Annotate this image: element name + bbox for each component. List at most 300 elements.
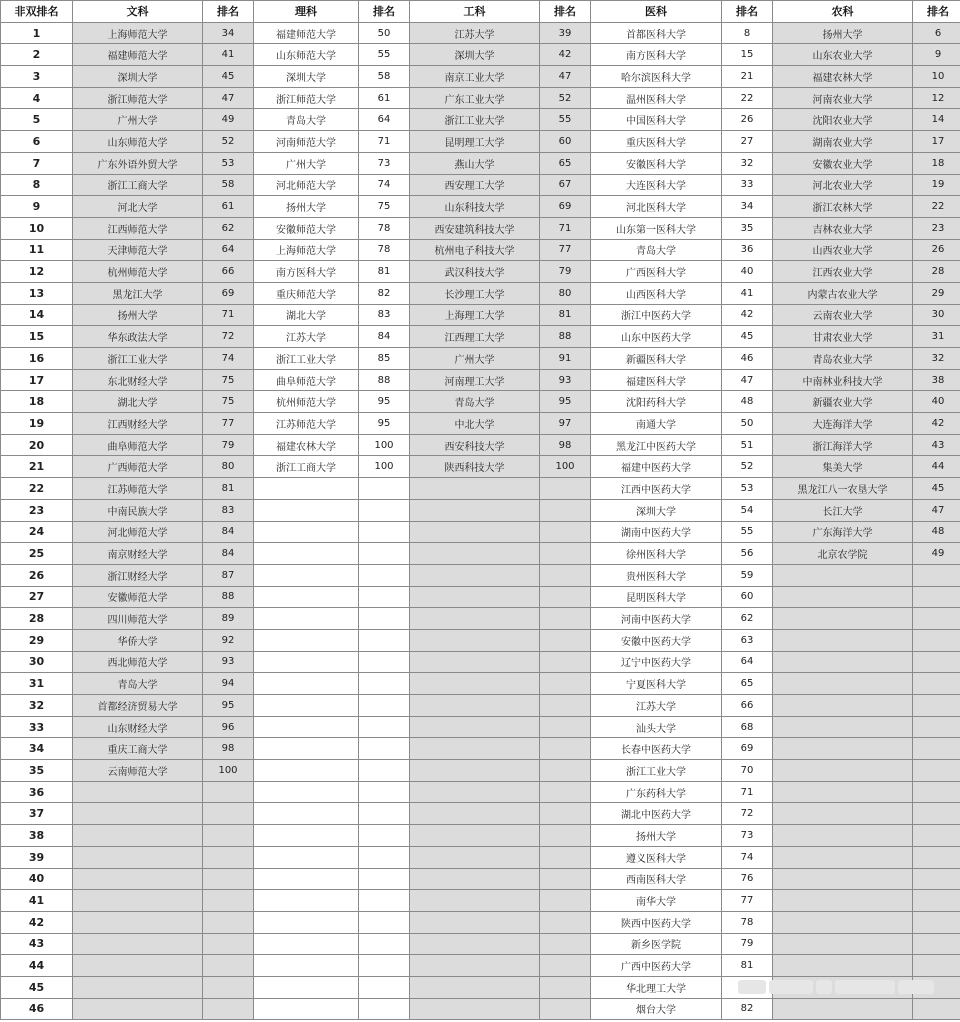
science-school: 广州大学 — [254, 152, 359, 174]
medicine-school: 南华大学 — [591, 890, 722, 912]
engineering-school — [410, 868, 540, 890]
medicine-school: 宁夏医科大学 — [591, 673, 722, 695]
agriculture-rank — [913, 673, 960, 695]
table-row — [1, 109, 960, 131]
agriculture-school: 沈阳农业大学 — [773, 109, 913, 131]
row-rank: 10 — [1, 217, 73, 239]
science-rank: 88 — [359, 369, 410, 391]
agriculture-rank: 28 — [913, 261, 960, 283]
row-rank: 28 — [1, 608, 73, 630]
medicine-rank: 79 — [722, 933, 773, 955]
science-school — [254, 716, 359, 738]
medicine-rank: 59 — [722, 564, 773, 586]
agriculture-rank — [913, 695, 960, 717]
liberal-arts-rank: 96 — [203, 716, 254, 738]
row-rank: 32 — [1, 695, 73, 717]
science-rank — [359, 695, 410, 717]
agriculture-school — [773, 673, 913, 695]
science-rank — [359, 629, 410, 651]
science-rank: 85 — [359, 348, 410, 370]
science-school: 深圳大学 — [254, 66, 359, 88]
agriculture-school — [773, 933, 913, 955]
engineering-school — [410, 586, 540, 608]
medicine-rank: 69 — [722, 738, 773, 760]
header-liberal-arts-rank: 排名 — [203, 1, 254, 23]
liberal-arts-rank: 74 — [203, 348, 254, 370]
engineering-rank: 98 — [540, 434, 591, 456]
row-rank: 7 — [1, 152, 73, 174]
engineering-rank: 81 — [540, 304, 591, 326]
row-rank: 37 — [1, 803, 73, 825]
engineering-school: 中北大学 — [410, 413, 540, 435]
agriculture-rank — [913, 803, 960, 825]
liberal-arts-school — [73, 781, 203, 803]
engineering-school — [410, 781, 540, 803]
agriculture-school: 黑龙江八一农垦大学 — [773, 478, 913, 500]
medicine-school: 重庆医科大学 — [591, 131, 722, 153]
engineering-school: 长沙理工大学 — [410, 282, 540, 304]
engineering-school — [410, 933, 540, 955]
medicine-rank: 27 — [722, 131, 773, 153]
engineering-rank — [540, 499, 591, 521]
row-rank: 4 — [1, 87, 73, 109]
medicine-school: 南通大学 — [591, 413, 722, 435]
medicine-school: 首都医科大学 — [591, 22, 722, 44]
engineering-rank — [540, 803, 591, 825]
medicine-school: 烟台大学 — [591, 998, 722, 1020]
science-rank: 78 — [359, 217, 410, 239]
engineering-school — [410, 998, 540, 1020]
engineering-rank: 67 — [540, 174, 591, 196]
engineering-school: 广东工业大学 — [410, 87, 540, 109]
liberal-arts-school — [73, 868, 203, 890]
agriculture-rank: 32 — [913, 348, 960, 370]
liberal-arts-school: 浙江工业大学 — [73, 348, 203, 370]
science-school: 南方医科大学 — [254, 261, 359, 283]
liberal-arts-rank — [203, 998, 254, 1020]
medicine-school: 河北医科大学 — [591, 196, 722, 218]
liberal-arts-rank — [203, 846, 254, 868]
engineering-school: 燕山大学 — [410, 152, 540, 174]
liberal-arts-rank: 87 — [203, 564, 254, 586]
agriculture-rank — [913, 781, 960, 803]
row-rank: 19 — [1, 413, 73, 435]
table-row — [1, 499, 960, 521]
agriculture-rank: 12 — [913, 87, 960, 109]
liberal-arts-school: 广东外语外贸大学 — [73, 152, 203, 174]
row-rank: 38 — [1, 825, 73, 847]
row-rank: 17 — [1, 369, 73, 391]
engineering-rank — [540, 716, 591, 738]
medicine-rank: 55 — [722, 521, 773, 543]
science-rank — [359, 955, 410, 977]
science-rank: 50 — [359, 22, 410, 44]
row-rank: 36 — [1, 781, 73, 803]
science-school — [254, 976, 359, 998]
liberal-arts-rank: 84 — [203, 543, 254, 565]
medicine-school: 黑龙江中医药大学 — [591, 434, 722, 456]
row-rank: 39 — [1, 846, 73, 868]
science-rank — [359, 760, 410, 782]
agriculture-school: 云南农业大学 — [773, 304, 913, 326]
agriculture-rank — [913, 716, 960, 738]
table-row — [1, 695, 960, 717]
science-rank — [359, 738, 410, 760]
table-row — [1, 846, 960, 868]
liberal-arts-school — [73, 976, 203, 998]
agriculture-school: 湖南农业大学 — [773, 131, 913, 153]
agriculture-school: 安徽农业大学 — [773, 152, 913, 174]
row-rank: 9 — [1, 196, 73, 218]
medicine-rank: 50 — [722, 413, 773, 435]
liberal-arts-school: 浙江工商大学 — [73, 174, 203, 196]
medicine-rank: 52 — [722, 456, 773, 478]
medicine-school: 江西中医药大学 — [591, 478, 722, 500]
liberal-arts-school: 云南师范大学 — [73, 760, 203, 782]
engineering-rank — [540, 695, 591, 717]
table-row — [1, 825, 960, 847]
medicine-school: 浙江中医药大学 — [591, 304, 722, 326]
engineering-rank — [540, 629, 591, 651]
engineering-rank: 42 — [540, 44, 591, 66]
science-school — [254, 890, 359, 912]
liberal-arts-rank: 69 — [203, 282, 254, 304]
engineering-rank: 47 — [540, 66, 591, 88]
liberal-arts-school: 广西师范大学 — [73, 456, 203, 478]
medicine-school: 安徽医科大学 — [591, 152, 722, 174]
medicine-rank: 46 — [722, 348, 773, 370]
liberal-arts-rank — [203, 890, 254, 912]
agriculture-school: 集美大学 — [773, 456, 913, 478]
agriculture-school — [773, 629, 913, 651]
agriculture-rank: 17 — [913, 131, 960, 153]
row-rank: 34 — [1, 738, 73, 760]
agriculture-school: 扬州大学 — [773, 22, 913, 44]
engineering-school — [410, 760, 540, 782]
engineering-school — [410, 803, 540, 825]
medicine-school: 大连医科大学 — [591, 174, 722, 196]
medicine-rank: 66 — [722, 695, 773, 717]
agriculture-school — [773, 911, 913, 933]
agriculture-school: 甘肃农业大学 — [773, 326, 913, 348]
table-row — [1, 196, 960, 218]
engineering-school — [410, 825, 540, 847]
engineering-rank: 77 — [540, 239, 591, 261]
medicine-rank: 51 — [722, 434, 773, 456]
liberal-arts-school — [73, 803, 203, 825]
agriculture-school: 浙江农林大学 — [773, 196, 913, 218]
row-rank: 42 — [1, 911, 73, 933]
table-row — [1, 629, 960, 651]
engineering-school — [410, 521, 540, 543]
table-row — [1, 174, 960, 196]
liberal-arts-school: 中南民族大学 — [73, 499, 203, 521]
row-rank: 15 — [1, 326, 73, 348]
header-medicine: 医科 — [591, 1, 722, 23]
medicine-rank: 73 — [722, 825, 773, 847]
science-school — [254, 586, 359, 608]
liberal-arts-rank: 92 — [203, 629, 254, 651]
science-school — [254, 521, 359, 543]
header-science: 理科 — [254, 1, 359, 23]
row-rank: 1 — [1, 22, 73, 44]
row-rank: 43 — [1, 933, 73, 955]
medicine-rank: 48 — [722, 391, 773, 413]
science-school: 河南师范大学 — [254, 131, 359, 153]
medicine-rank: 41 — [722, 282, 773, 304]
liberal-arts-rank — [203, 911, 254, 933]
science-school: 曲阜师范大学 — [254, 369, 359, 391]
agriculture-rank: 14 — [913, 109, 960, 131]
liberal-arts-school: 山东财经大学 — [73, 716, 203, 738]
engineering-rank — [540, 976, 591, 998]
liberal-arts-rank — [203, 868, 254, 890]
engineering-rank: 93 — [540, 369, 591, 391]
agriculture-rank — [913, 760, 960, 782]
engineering-school: 江苏大学 — [410, 22, 540, 44]
medicine-school: 新疆医科大学 — [591, 348, 722, 370]
engineering-rank — [540, 651, 591, 673]
engineering-school — [410, 673, 540, 695]
liberal-arts-school: 江苏师范大学 — [73, 478, 203, 500]
agriculture-rank: 43 — [913, 434, 960, 456]
science-school: 江苏师范大学 — [254, 413, 359, 435]
table-row — [1, 955, 960, 977]
table-row — [1, 217, 960, 239]
science-school: 福建师范大学 — [254, 22, 359, 44]
engineering-rank — [540, 760, 591, 782]
science-school: 河北师范大学 — [254, 174, 359, 196]
medicine-school: 汕头大学 — [591, 716, 722, 738]
liberal-arts-school: 浙江师范大学 — [73, 87, 203, 109]
engineering-rank — [540, 478, 591, 500]
engineering-school: 青岛大学 — [410, 391, 540, 413]
liberal-arts-school — [73, 933, 203, 955]
science-school: 福建农林大学 — [254, 434, 359, 456]
row-rank: 40 — [1, 868, 73, 890]
liberal-arts-rank: 53 — [203, 152, 254, 174]
agriculture-rank — [913, 586, 960, 608]
agriculture-rank: 29 — [913, 282, 960, 304]
row-rank: 25 — [1, 543, 73, 565]
science-rank: 95 — [359, 391, 410, 413]
engineering-school — [410, 695, 540, 717]
agriculture-rank — [913, 890, 960, 912]
liberal-arts-rank: 93 — [203, 651, 254, 673]
engineering-rank: 71 — [540, 217, 591, 239]
table-row — [1, 44, 960, 66]
medicine-rank: 45 — [722, 326, 773, 348]
engineering-school — [410, 608, 540, 630]
medicine-school: 扬州大学 — [591, 825, 722, 847]
engineering-school: 河南理工大学 — [410, 369, 540, 391]
medicine-rank: 81 — [722, 955, 773, 977]
header-agriculture: 农科 — [773, 1, 913, 23]
agriculture-rank: 49 — [913, 543, 960, 565]
science-school — [254, 629, 359, 651]
agriculture-rank: 26 — [913, 239, 960, 261]
agriculture-school — [773, 651, 913, 673]
engineering-rank: 79 — [540, 261, 591, 283]
table-row — [1, 890, 960, 912]
row-rank: 2 — [1, 44, 73, 66]
row-rank: 6 — [1, 131, 73, 153]
science-rank — [359, 478, 410, 500]
liberal-arts-rank: 84 — [203, 521, 254, 543]
medicine-rank: 32 — [722, 152, 773, 174]
row-rank: 46 — [1, 998, 73, 1020]
engineering-school: 南京工业大学 — [410, 66, 540, 88]
liberal-arts-rank: 95 — [203, 695, 254, 717]
liberal-arts-school: 首都经济贸易大学 — [73, 695, 203, 717]
table-row — [1, 478, 960, 500]
engineering-school — [410, 738, 540, 760]
agriculture-school: 江西农业大学 — [773, 261, 913, 283]
row-rank: 24 — [1, 521, 73, 543]
agriculture-rank — [913, 846, 960, 868]
agriculture-school — [773, 586, 913, 608]
engineering-rank: 39 — [540, 22, 591, 44]
agriculture-school: 北京农学院 — [773, 543, 913, 565]
agriculture-rank — [913, 998, 960, 1020]
liberal-arts-school: 河北师范大学 — [73, 521, 203, 543]
medicine-school: 河南中医药大学 — [591, 608, 722, 630]
engineering-school: 浙江工业大学 — [410, 109, 540, 131]
engineering-rank — [540, 825, 591, 847]
medicine-school: 中国医科大学 — [591, 109, 722, 131]
liberal-arts-school: 东北财经大学 — [73, 369, 203, 391]
liberal-arts-rank: 61 — [203, 196, 254, 218]
liberal-arts-rank: 45 — [203, 66, 254, 88]
medicine-rank: 82 — [722, 998, 773, 1020]
agriculture-rank: 22 — [913, 196, 960, 218]
science-rank: 81 — [359, 261, 410, 283]
engineering-rank: 95 — [540, 391, 591, 413]
medicine-rank: 62 — [722, 608, 773, 630]
medicine-school: 山西医科大学 — [591, 282, 722, 304]
engineering-school — [410, 564, 540, 586]
agriculture-rank — [913, 911, 960, 933]
row-rank: 41 — [1, 890, 73, 912]
row-rank: 5 — [1, 109, 73, 131]
liberal-arts-rank — [203, 955, 254, 977]
table-row — [1, 933, 960, 955]
agriculture-school: 长江大学 — [773, 499, 913, 521]
agriculture-rank — [913, 933, 960, 955]
table-row — [1, 456, 960, 478]
medicine-school: 陕西中医药大学 — [591, 911, 722, 933]
medicine-school: 新乡医学院 — [591, 933, 722, 955]
engineering-rank: 60 — [540, 131, 591, 153]
table-row — [1, 369, 960, 391]
medicine-rank: 68 — [722, 716, 773, 738]
row-rank: 30 — [1, 651, 73, 673]
medicine-rank: 70 — [722, 760, 773, 782]
table-row — [1, 131, 960, 153]
liberal-arts-rank: 41 — [203, 44, 254, 66]
science-rank: 82 — [359, 282, 410, 304]
engineering-school: 深圳大学 — [410, 44, 540, 66]
engineering-school — [410, 846, 540, 868]
table-row — [1, 586, 960, 608]
medicine-rank: 22 — [722, 87, 773, 109]
science-rank — [359, 868, 410, 890]
science-rank — [359, 716, 410, 738]
row-rank: 44 — [1, 955, 73, 977]
row-rank: 21 — [1, 456, 73, 478]
header-agriculture-rank: 排名 — [913, 1, 960, 23]
medicine-school: 徐州医科大学 — [591, 543, 722, 565]
science-rank: 95 — [359, 413, 410, 435]
liberal-arts-rank — [203, 781, 254, 803]
agriculture-school: 吉林农业大学 — [773, 217, 913, 239]
engineering-rank — [540, 846, 591, 868]
table-row — [1, 803, 960, 825]
liberal-arts-school: 江西师范大学 — [73, 217, 203, 239]
medicine-school: 沈阳药科大学 — [591, 391, 722, 413]
engineering-rank: 91 — [540, 348, 591, 370]
agriculture-rank — [913, 955, 960, 977]
science-school — [254, 608, 359, 630]
agriculture-school: 青岛农业大学 — [773, 348, 913, 370]
liberal-arts-rank: 58 — [203, 174, 254, 196]
agriculture-rank: 19 — [913, 174, 960, 196]
row-rank: 22 — [1, 478, 73, 500]
agriculture-rank: 45 — [913, 478, 960, 500]
medicine-rank: 35 — [722, 217, 773, 239]
table-row — [1, 22, 960, 44]
agriculture-rank: 6 — [913, 22, 960, 44]
science-school — [254, 825, 359, 847]
medicine-school: 贵州医科大学 — [591, 564, 722, 586]
science-rank: 55 — [359, 44, 410, 66]
liberal-arts-school: 安徽师范大学 — [73, 586, 203, 608]
table-row — [1, 413, 960, 435]
medicine-rank: 36 — [722, 239, 773, 261]
science-school — [254, 499, 359, 521]
science-rank — [359, 803, 410, 825]
science-rank: 64 — [359, 109, 410, 131]
agriculture-rank — [913, 825, 960, 847]
table-row — [1, 608, 960, 630]
liberal-arts-rank: 64 — [203, 239, 254, 261]
medicine-school: 山东中医药大学 — [591, 326, 722, 348]
medicine-rank: 64 — [722, 651, 773, 673]
engineering-rank — [540, 890, 591, 912]
agriculture-school — [773, 695, 913, 717]
table-row — [1, 348, 960, 370]
medicine-rank: 71 — [722, 781, 773, 803]
header-engineering-rank: 排名 — [540, 1, 591, 23]
row-rank: 16 — [1, 348, 73, 370]
science-rank: 73 — [359, 152, 410, 174]
watermark-image — [738, 975, 938, 999]
engineering-rank — [540, 998, 591, 1020]
science-school — [254, 695, 359, 717]
header-engineering: 工科 — [410, 1, 540, 23]
science-rank — [359, 998, 410, 1020]
science-school: 青岛大学 — [254, 109, 359, 131]
liberal-arts-school: 曲阜师范大学 — [73, 434, 203, 456]
table-row — [1, 781, 960, 803]
medicine-school: 西南医科大学 — [591, 868, 722, 890]
liberal-arts-school: 江西财经大学 — [73, 413, 203, 435]
row-rank: 3 — [1, 66, 73, 88]
medicine-rank: 54 — [722, 499, 773, 521]
liberal-arts-rank — [203, 976, 254, 998]
science-rank — [359, 543, 410, 565]
science-school — [254, 933, 359, 955]
